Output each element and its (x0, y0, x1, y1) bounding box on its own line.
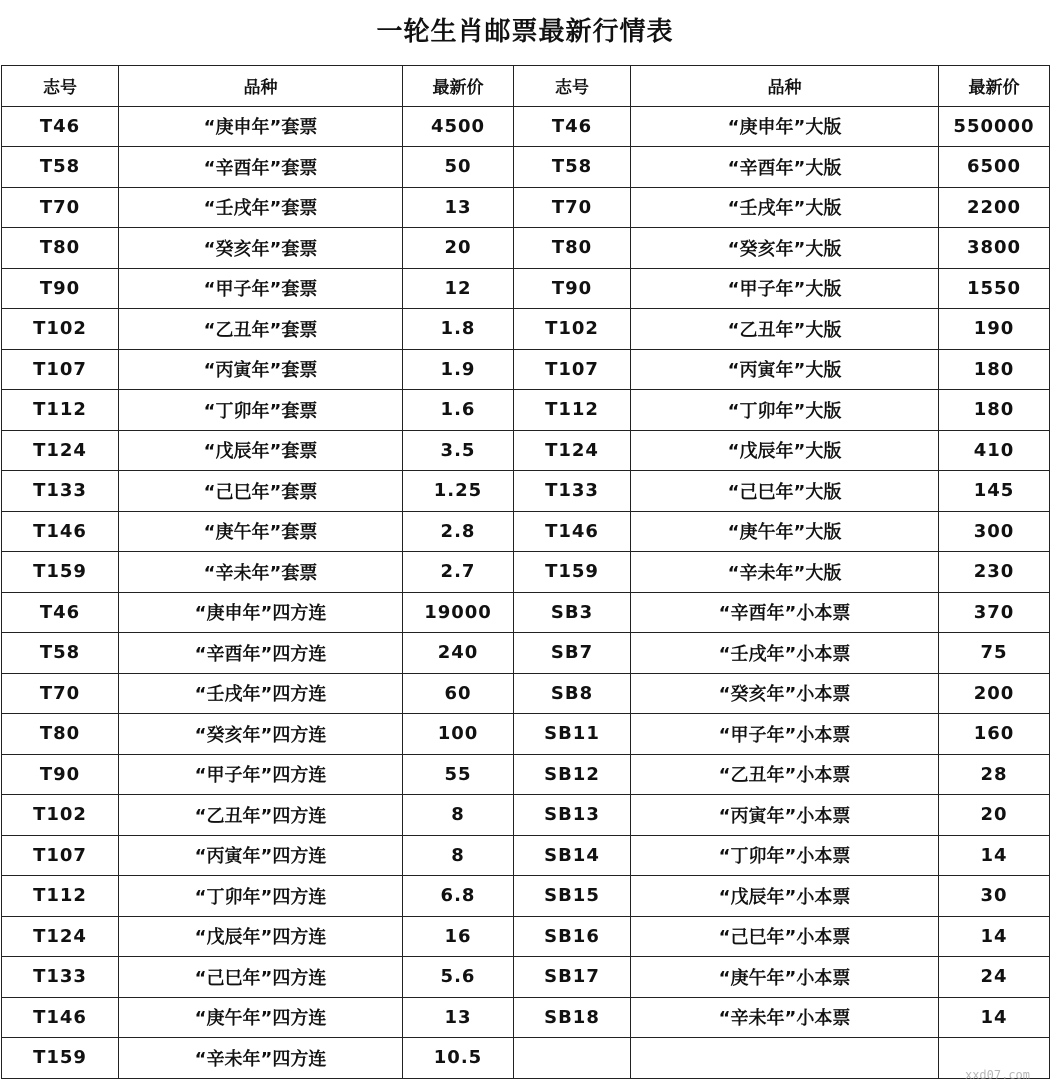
table-row (2, 957, 1050, 998)
variety-cell: “丙寅年”小本票 (631, 795, 939, 836)
variety-cell: “戊辰年”小本票 (631, 876, 939, 917)
stamp-no-cell: SB15 (514, 876, 631, 917)
price-cell: 24 (939, 957, 1050, 998)
stamp-no-cell: T102 (2, 795, 119, 836)
price-cell: 14 (939, 916, 1050, 957)
stamp-no-cell: T46 (2, 106, 119, 147)
price-cell: 2200 (939, 187, 1050, 228)
variety-cell: “丁卯年”小本票 (631, 835, 939, 876)
stamp-no-cell: SB18 (514, 997, 631, 1038)
stamp-no-cell: T70 (2, 673, 119, 714)
variety-cell: “辛未年”四方连 (119, 1038, 403, 1079)
variety-cell: “乙丑年”四方连 (119, 795, 403, 836)
stamp-no-cell: SB8 (514, 673, 631, 714)
variety-cell: “庚申年”大版 (631, 106, 939, 147)
price-cell: 75 (939, 633, 1050, 674)
price-cell: 410 (939, 430, 1050, 471)
variety-cell: “甲子年”小本票 (631, 714, 939, 755)
variety-cell: “己巳年”小本票 (631, 916, 939, 957)
page-title: 一轮生肖邮票最新行情表 (376, 17, 674, 47)
table-header-row (2, 66, 1050, 107)
price-cell: 180 (939, 349, 1050, 390)
stamp-no-cell: T58 (2, 147, 119, 188)
variety-cell: “壬戌年”小本票 (631, 633, 939, 674)
price-cell: 13 (403, 997, 514, 1038)
stamp-no-cell: T133 (2, 471, 119, 512)
table-row (2, 673, 1050, 714)
variety-cell: “丁卯年”四方连 (119, 876, 403, 917)
table-row (2, 714, 1050, 755)
stamp-no-cell: T46 (2, 592, 119, 633)
header-latest-price: 最新价 (939, 66, 1050, 107)
price-cell: 240 (403, 633, 514, 674)
stamp-no-cell: T133 (2, 957, 119, 998)
price-cell: 8 (403, 835, 514, 876)
variety-cell: “甲子年”套票 (119, 268, 403, 309)
stamp-no-cell: T46 (514, 106, 631, 147)
price-cell: 50 (403, 147, 514, 188)
stamp-no-cell: T102 (2, 309, 119, 350)
stamp-no-cell: SB11 (514, 714, 631, 755)
stamp-no-cell: T124 (2, 430, 119, 471)
price-cell: 100 (403, 714, 514, 755)
variety-cell: “戊辰年”大版 (631, 430, 939, 471)
variety-cell: “己巳年”大版 (631, 471, 939, 512)
stamp-no-cell: T112 (2, 876, 119, 917)
variety-cell: “庚午年”四方连 (119, 997, 403, 1038)
stamp-no-cell: T112 (514, 390, 631, 431)
table-row (2, 309, 1050, 350)
table-row (2, 511, 1050, 552)
price-cell: 370 (939, 592, 1050, 633)
variety-cell: “丙寅年”四方连 (119, 835, 403, 876)
table-row (2, 349, 1050, 390)
variety-cell: “戊辰年”四方连 (119, 916, 403, 957)
header-latest-price: 最新价 (403, 66, 514, 107)
price-cell: 2.8 (403, 511, 514, 552)
price-cell: 16 (403, 916, 514, 957)
price-cell: 10.5 (403, 1038, 514, 1079)
stamp-no-cell: SB17 (514, 957, 631, 998)
stamp-no-cell: T146 (514, 511, 631, 552)
price-cell: 200 (939, 673, 1050, 714)
variety-cell: “庚午年”小本票 (631, 957, 939, 998)
price-cell: 2.7 (403, 552, 514, 593)
stamp-no-cell: T90 (514, 268, 631, 309)
price-cell: 1550 (939, 268, 1050, 309)
price-cell: 230 (939, 552, 1050, 593)
price-cell: 4500 (403, 106, 514, 147)
stamp-no-cell: T90 (2, 268, 119, 309)
stamp-no-cell: T58 (2, 633, 119, 674)
table-row (2, 876, 1050, 917)
variety-cell: “庚午年”大版 (631, 511, 939, 552)
table-body (2, 106, 1050, 1078)
variety-cell: “壬戌年”套票 (119, 187, 403, 228)
variety-cell: “辛未年”大版 (631, 552, 939, 593)
table-row (2, 390, 1050, 431)
variety-cell: “乙丑年”小本票 (631, 754, 939, 795)
table-row (2, 592, 1050, 633)
price-cell: 1.8 (403, 309, 514, 350)
price-cell: 160 (939, 714, 1050, 755)
price-cell: 55 (403, 754, 514, 795)
stamp-no-cell: T107 (2, 835, 119, 876)
stamp-no-cell: T159 (2, 552, 119, 593)
variety-cell: “乙丑年”大版 (631, 309, 939, 350)
header-stamp-no: 志号 (2, 66, 119, 107)
variety-cell: “戊辰年”套票 (119, 430, 403, 471)
table-row (2, 1038, 1050, 1079)
variety-cell: “丁卯年”大版 (631, 390, 939, 431)
table-row (2, 228, 1050, 269)
price-table (1, 65, 1050, 1079)
variety-cell: “庚申年”套票 (119, 106, 403, 147)
table-row (2, 430, 1050, 471)
variety-cell: “甲子年”大版 (631, 268, 939, 309)
price-cell: 300 (939, 511, 1050, 552)
header-stamp-no: 志号 (514, 66, 631, 107)
price-cell: 6500 (939, 147, 1050, 188)
variety-cell: “辛酉年”套票 (119, 147, 403, 188)
table-row (2, 147, 1050, 188)
price-cell: 19000 (403, 592, 514, 633)
price-cell: 14 (939, 835, 1050, 876)
price-cell: 20 (403, 228, 514, 269)
variety-cell: “癸亥年”小本票 (631, 673, 939, 714)
price-cell: 3.5 (403, 430, 514, 471)
stamp-no-cell: T159 (514, 552, 631, 593)
stamp-no-cell: T80 (2, 714, 119, 755)
price-cell: 3800 (939, 228, 1050, 269)
stamp-no-cell: T107 (514, 349, 631, 390)
price-cell: 1.9 (403, 349, 514, 390)
table-row (2, 916, 1050, 957)
header-variety: 品种 (631, 66, 939, 107)
variety-cell: “丙寅年”大版 (631, 349, 939, 390)
stamp-no-cell: SB3 (514, 592, 631, 633)
stamp-no-cell: T159 (2, 1038, 119, 1079)
variety-cell: “癸亥年”套票 (119, 228, 403, 269)
stamp-no-cell: T124 (2, 916, 119, 957)
stamp-no-cell: T90 (2, 754, 119, 795)
header-variety: 品种 (119, 66, 403, 107)
price-cell: 550000 (939, 106, 1050, 147)
price-cell: 1.6 (403, 390, 514, 431)
stamp-no-cell: T112 (2, 390, 119, 431)
variety-cell (631, 1038, 939, 1079)
variety-cell: “甲子年”四方连 (119, 754, 403, 795)
variety-cell: “癸亥年”四方连 (119, 714, 403, 755)
stamp-no-cell: T133 (514, 471, 631, 512)
variety-cell: “壬戌年”大版 (631, 187, 939, 228)
price-cell: 6.8 (403, 876, 514, 917)
table-row (2, 795, 1050, 836)
stamp-no-cell: T107 (2, 349, 119, 390)
price-cell: 190 (939, 309, 1050, 350)
table-row (2, 754, 1050, 795)
table-row (2, 997, 1050, 1038)
watermark: xxd07.com (964, 1068, 1030, 1082)
variety-cell: “辛未年”套票 (119, 552, 403, 593)
stamp-no-cell: T58 (514, 147, 631, 188)
stamp-no-cell: T70 (514, 187, 631, 228)
stamp-no-cell: T146 (2, 997, 119, 1038)
table-row (2, 187, 1050, 228)
variety-cell: “丁卯年”套票 (119, 390, 403, 431)
table-row (2, 106, 1050, 147)
price-cell: 14 (939, 997, 1050, 1038)
stamp-no-cell: SB16 (514, 916, 631, 957)
variety-cell: “辛酉年”大版 (631, 147, 939, 188)
variety-cell: “辛酉年”四方连 (119, 633, 403, 674)
variety-cell: “庚申年”四方连 (119, 592, 403, 633)
table-row (2, 552, 1050, 593)
variety-cell: “壬戌年”四方连 (119, 673, 403, 714)
price-cell: 13 (403, 187, 514, 228)
stamp-no-cell: T102 (514, 309, 631, 350)
price-cell: 5.6 (403, 957, 514, 998)
stamp-no-cell: T80 (514, 228, 631, 269)
price-cell: 60 (403, 673, 514, 714)
price-cell: 145 (939, 471, 1050, 512)
price-cell: 12 (403, 268, 514, 309)
variety-cell: “辛未年”小本票 (631, 997, 939, 1038)
stamp-no-cell: T70 (2, 187, 119, 228)
table-row (2, 835, 1050, 876)
table-row (2, 471, 1050, 512)
price-cell: 1.25 (403, 471, 514, 512)
price-cell: 8 (403, 795, 514, 836)
stamp-no-cell: SB13 (514, 795, 631, 836)
stamp-no-cell: T80 (2, 228, 119, 269)
stamp-no-cell (514, 1038, 631, 1079)
stamp-no-cell: SB14 (514, 835, 631, 876)
price-cell: 20 (939, 795, 1050, 836)
stamp-no-cell: SB12 (514, 754, 631, 795)
variety-cell: “癸亥年”大版 (631, 228, 939, 269)
variety-cell: “庚午年”套票 (119, 511, 403, 552)
variety-cell: “辛酉年”小本票 (631, 592, 939, 633)
variety-cell: “己巳年”四方连 (119, 957, 403, 998)
stamp-no-cell: SB7 (514, 633, 631, 674)
table-row (2, 633, 1050, 674)
price-cell: 30 (939, 876, 1050, 917)
stamp-no-cell: T146 (2, 511, 119, 552)
variety-cell: “己巳年”套票 (119, 471, 403, 512)
price-cell: 28 (939, 754, 1050, 795)
table-row (2, 268, 1050, 309)
variety-cell: “乙丑年”套票 (119, 309, 403, 350)
stamp-no-cell: T124 (514, 430, 631, 471)
price-cell: 180 (939, 390, 1050, 431)
variety-cell: “丙寅年”套票 (119, 349, 403, 390)
